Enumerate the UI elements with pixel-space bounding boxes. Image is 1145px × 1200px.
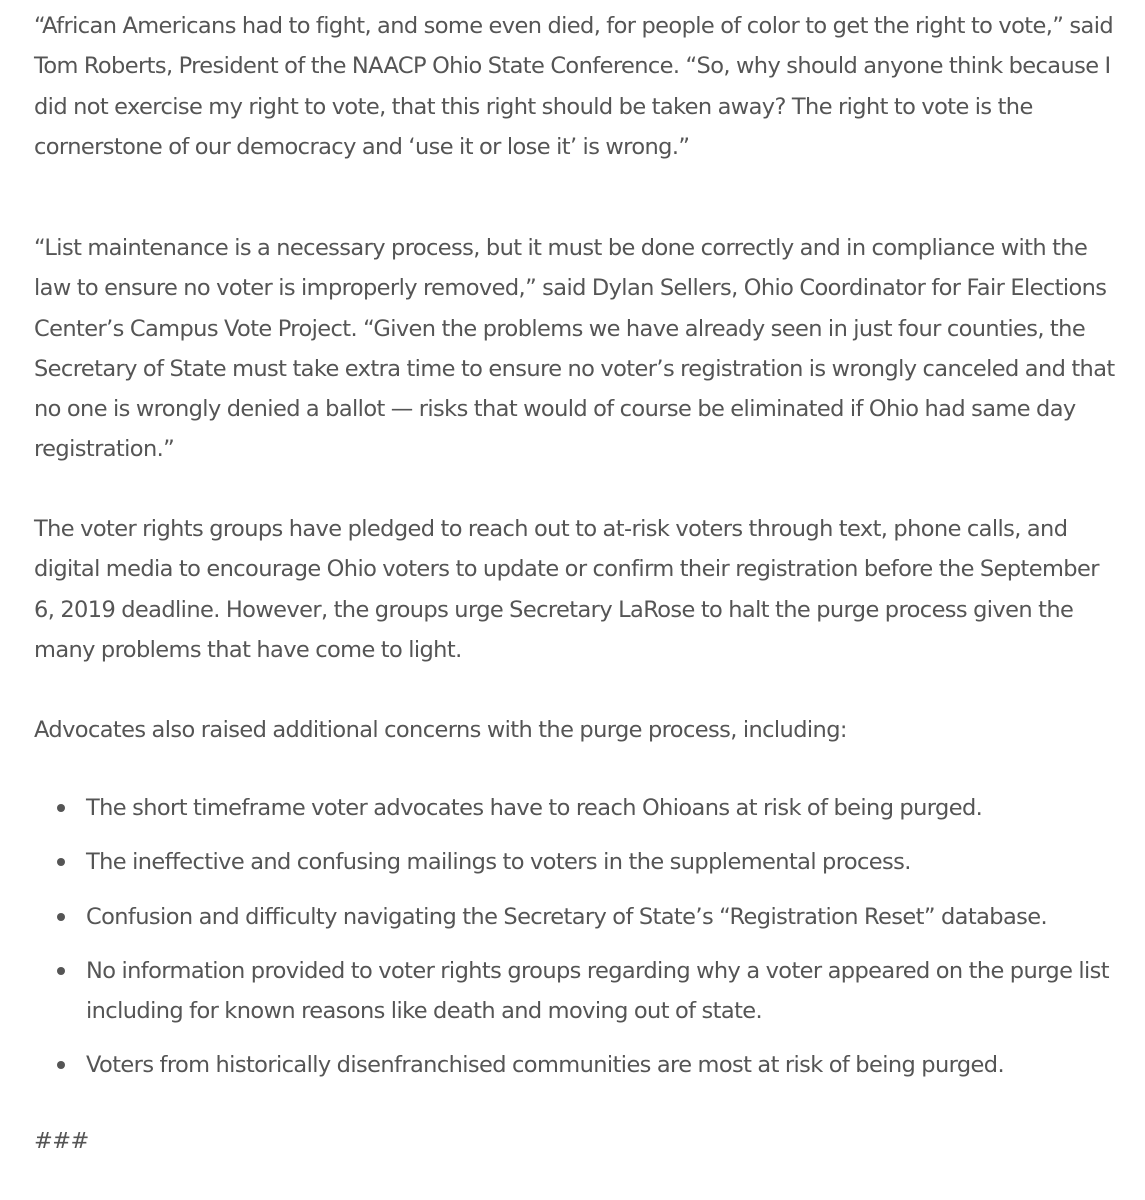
list-item (34, 842, 1124, 882)
concerns-intro-paragraph: Advocates also raised additional concerns with the purge process, including: (34, 717, 847, 743)
outreach-paragraph: The voter rights groups have pledged to reach out to at-risk voters through text, phone calls, and digital media to encourage Ohio voters to update or confirm their registration before the September 6, 2019 deadline. However, the groups urge Secretary LaRose to halt the purge process given the many problems that have come to light. (34, 516, 1099, 663)
list-item-text: The ineffective and confusing mailings to voters in the supplemental process. (86, 849, 911, 876)
roberts-quote-paragraph: “African Americans had to fight, and some even died, for people of color to get the right to vote,” said Tom Roberts, President of the NAACP Ohio State Conference. “So, why should anyone think because I did not exercise my right to vote, that this right should be taken away? The right to vote is the cornerstone of our democracy and ‘use it or lose it’ is wrong.” (34, 13, 1114, 160)
bullet-icon (57, 804, 65, 812)
sellers-quote-paragraph: “List maintenance is a necessary process, but it must be done correctly and in compliance with the law to ensure no voter is improperly removed,” said Dylan Sellers, Ohio Coordinator for Fair Elections Center’s Campus Vote Project. “Given the problems we have already seen in just four counties, the Secretary of State must take extra time to ensure no voter’s registration is wrongly canceled and that no one is wrongly denied a ballot — risks that would of course be eliminated if Ohio had same day registration.” (34, 235, 1115, 463)
bullet-icon (57, 967, 65, 975)
concerns-list (34, 788, 1124, 1100)
end-mark: ### (34, 1128, 89, 1154)
list-item-text: Voters from historically disenfranchised communities are most at risk of being purged. (86, 1052, 1005, 1079)
list-item (34, 897, 1124, 937)
list-item-text: No information provided to voter rights groups regarding why a voter appeared on the purge list including for known reasons like death and moving out of state. (86, 957, 1110, 1025)
list-item (34, 788, 1124, 828)
bullet-icon (57, 858, 65, 866)
bullet-icon (57, 1061, 65, 1069)
bullet-icon (57, 913, 65, 921)
list-item (34, 1045, 1124, 1085)
list-item-text: The short timeframe voter advocates have to reach Ohioans at risk of being purged. (86, 795, 983, 821)
list-item-text: Confusion and difficulty navigating the Secretary of State’s “Registration Reset” database. (86, 903, 1048, 930)
list-item (34, 951, 1124, 1032)
